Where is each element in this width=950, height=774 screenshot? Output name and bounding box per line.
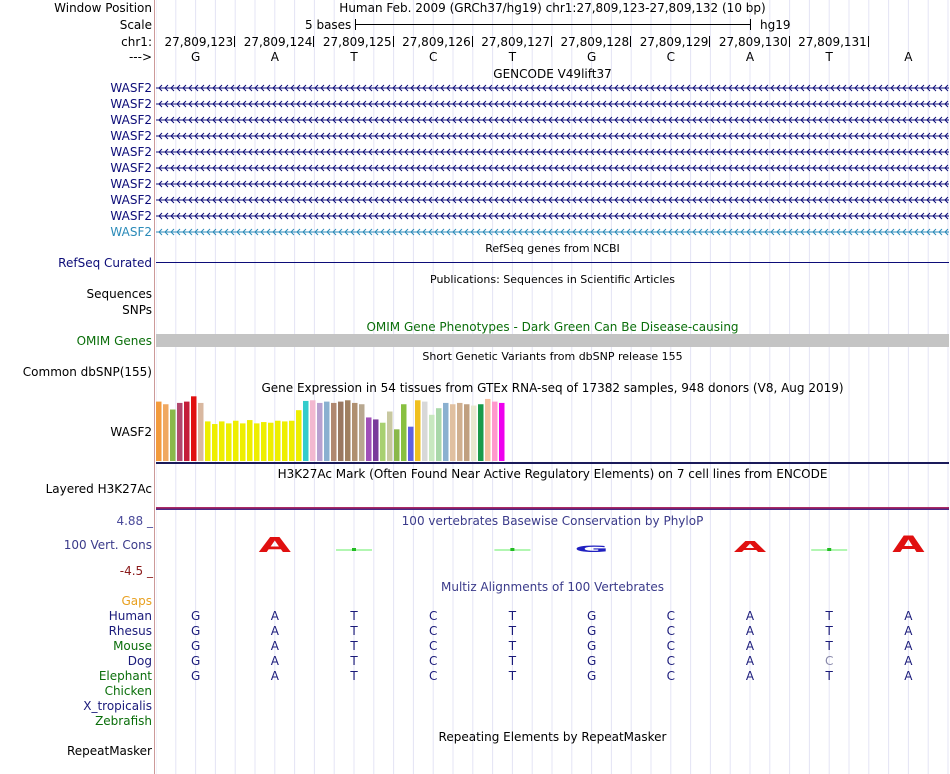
base-letter: G xyxy=(586,50,597,64)
gencode-transcript-line[interactable] xyxy=(156,84,949,92)
scale-label: Scale xyxy=(119,18,152,32)
gtex-tissue-bar[interactable] xyxy=(303,401,309,461)
gtex-tissue-bar[interactable] xyxy=(387,412,393,462)
coordinate-label: 27,809,128 xyxy=(560,35,630,49)
gtex-tissue-bar[interactable] xyxy=(436,408,442,461)
multiz-base: A xyxy=(745,639,755,653)
multiz-species-label[interactable]: Zebrafish xyxy=(95,714,152,728)
coordinate-label: 27,809,130 xyxy=(718,35,788,49)
gencode-gene-label[interactable]: WASF2 xyxy=(110,145,152,159)
multiz-base: A xyxy=(270,609,279,623)
multiz-base: T xyxy=(508,639,517,653)
gtex-tissue-bar[interactable] xyxy=(233,421,239,461)
gtex-tissue-bar[interactable] xyxy=(261,422,267,461)
gtex-tissue-bar[interactable] xyxy=(324,402,330,461)
multiz-base: G xyxy=(586,624,597,638)
gencode-transcript-line[interactable] xyxy=(156,132,949,140)
coordinate-label: 27,809,131 xyxy=(798,35,867,49)
phylop-logo-letter: A xyxy=(258,532,291,558)
multiz-base: G xyxy=(190,609,201,623)
gtex-tissue-bar[interactable] xyxy=(240,423,246,461)
gtex-tissue-bar[interactable] xyxy=(163,404,169,461)
phylop-score-mark xyxy=(827,548,831,551)
coordinate-tick xyxy=(630,36,631,47)
multiz-species-label[interactable]: Chicken xyxy=(104,684,152,698)
gencode-gene-label[interactable]: WASF2 xyxy=(110,129,152,143)
publications-label-snps[interactable]: SNPs xyxy=(122,303,152,317)
multiz-base: A xyxy=(904,639,913,653)
multiz-species-label[interactable]: Human xyxy=(108,609,152,623)
gtex-tissue-bar[interactable] xyxy=(289,421,295,461)
multiz-base: T xyxy=(350,654,358,668)
gtex-tissue-bar[interactable] xyxy=(310,400,316,461)
multiz-base: T xyxy=(508,624,517,638)
gtex-tissue-bar[interactable] xyxy=(485,399,491,461)
gtex-tissue-bar[interactable] xyxy=(443,403,449,461)
gtex-tissue-bar[interactable] xyxy=(184,402,190,461)
gencode-transcript-line[interactable] xyxy=(156,164,949,172)
multiz-base: C xyxy=(824,654,834,668)
gencode-title: GENCODE V49lift37 xyxy=(493,67,612,81)
multiz-base: T xyxy=(350,609,358,623)
gtex-tissue-bar[interactable] xyxy=(226,423,232,461)
gtex-tissue-bar[interactable] xyxy=(170,410,176,461)
multiz-base: G xyxy=(586,654,597,668)
multiz-base: C xyxy=(428,654,438,668)
multiz-base: C xyxy=(666,609,675,623)
window-position-text: Human Feb. 2009 (GRCh37/hg19) chr1:27,809,123-27,809,132 (10 bp) xyxy=(339,1,766,15)
gencode-transcript-line[interactable] xyxy=(156,116,949,124)
multiz-base: T xyxy=(508,654,517,668)
gtex-tissue-bar[interactable] xyxy=(471,406,477,461)
gtex-tissue-bar[interactable] xyxy=(464,404,470,461)
repeatmasker-label[interactable]: RepeatMasker xyxy=(66,744,152,758)
multiz-base: G xyxy=(190,639,201,653)
gtex-tissue-bar[interactable] xyxy=(191,396,197,461)
phylop-logo-letter: G xyxy=(574,544,609,555)
multiz-base: A xyxy=(904,654,913,668)
gtex-tissue-bar[interactable] xyxy=(422,402,428,461)
gtex-tissue-bar[interactable] xyxy=(499,403,505,461)
multiz-base: A xyxy=(270,669,279,683)
gencode-transcript-line[interactable] xyxy=(156,100,949,108)
phylop-max-label: 4.88 _ xyxy=(116,514,153,528)
coordinate-label: 27,809,125 xyxy=(322,35,392,49)
gtex-tissue-bar[interactable] xyxy=(408,427,414,461)
coordinate-label: 27,809,127 xyxy=(481,35,550,49)
multiz-base: T xyxy=(350,639,358,653)
base-letter: C xyxy=(428,50,438,64)
multiz-base: C xyxy=(428,624,438,638)
strand-label: ---> xyxy=(128,50,152,64)
gtex-tissue-bar[interactable] xyxy=(359,404,365,461)
coordinate-tick xyxy=(709,36,710,47)
gtex-title: Gene Expression in 54 tissues from GTEx RNA-seq of 17382 samples, 948 donors (V8, Aug 2019) xyxy=(261,381,844,395)
coordinate-tick xyxy=(234,36,235,47)
base-letter: G xyxy=(190,50,201,64)
window-position-label: Window Position xyxy=(54,1,152,15)
phylop-label[interactable]: 100 Vert. Cons xyxy=(63,538,152,552)
coordinate-tick xyxy=(313,36,314,47)
phylop-title: 100 vertebrates Basewise Conservation by PhyloP xyxy=(401,514,704,528)
gtex-tissue-bar[interactable] xyxy=(345,400,351,461)
gencode-gene-label[interactable]: WASF2 xyxy=(110,177,152,191)
multiz-base: G xyxy=(586,669,597,683)
multiz-species-label[interactable]: X_tropicalis xyxy=(83,699,152,713)
multiz-base: T xyxy=(825,669,833,683)
gaps-label[interactable]: Gaps xyxy=(121,594,152,608)
gencode-gene-label[interactable]: WASF2 xyxy=(110,81,152,95)
gencode-transcript-line[interactable] xyxy=(156,212,949,220)
multiz-base: G xyxy=(190,669,201,683)
gencode-gene-label[interactable]: WASF2 xyxy=(110,113,152,127)
coordinate-tick xyxy=(868,36,869,47)
multiz-base: C xyxy=(666,639,675,653)
multiz-species-label[interactable]: Mouse xyxy=(113,639,152,653)
multiz-base: C xyxy=(428,609,438,623)
multiz-species-label[interactable]: Elephant xyxy=(98,669,152,683)
multiz-base: G xyxy=(586,609,597,623)
multiz-base: T xyxy=(508,609,517,623)
gencode-gene-label[interactable]: WASF2 xyxy=(110,225,152,239)
phylop-logo-letter: A xyxy=(733,538,767,556)
gtex-tissue-bar[interactable] xyxy=(275,421,281,461)
repeatmasker-title: Repeating Elements by RepeatMasker xyxy=(438,730,667,744)
gtex-label[interactable]: WASF2 xyxy=(110,425,152,439)
gtex-tissue-bar[interactable] xyxy=(338,402,344,461)
base-letter: C xyxy=(666,50,675,64)
multiz-base: T xyxy=(350,669,358,683)
gtex-tissue-bar[interactable] xyxy=(205,421,211,461)
gtex-tissue-bar[interactable] xyxy=(282,421,288,461)
coordinate-tick xyxy=(393,36,394,47)
omim-bar[interactable] xyxy=(156,334,949,347)
multiz-base: A xyxy=(904,624,913,638)
gtex-tissue-bar[interactable] xyxy=(380,423,386,461)
gtex-tissue-bar[interactable] xyxy=(254,423,260,461)
multiz-species-label[interactable]: Dog xyxy=(127,654,152,668)
scale-text: 5 bases xyxy=(305,18,352,32)
gtex-tissue-bar[interactable] xyxy=(317,403,323,461)
gtex-tissue-bar[interactable] xyxy=(198,403,204,461)
gtex-tissue-bar[interactable] xyxy=(219,421,225,461)
multiz-species-label[interactable]: Rhesus xyxy=(108,624,152,638)
gtex-tissue-bar[interactable] xyxy=(450,404,456,461)
gencode-gene-label[interactable]: WASF2 xyxy=(110,161,152,175)
gtex-tissue-bar[interactable] xyxy=(177,403,183,461)
gtex-tissue-bar[interactable] xyxy=(415,400,421,461)
omim-title: OMIM Gene Phenotypes - Dark Green Can Be Disease-causing xyxy=(366,320,739,334)
publications-title: Publications: Sequences in Scientific Articles xyxy=(430,273,675,286)
gtex-tissue-bar[interactable] xyxy=(429,415,435,461)
gtex-tissue-bar[interactable] xyxy=(457,403,463,461)
multiz-base: C xyxy=(666,624,675,638)
multiz-base: T xyxy=(825,609,833,623)
gencode-gene-label[interactable]: WASF2 xyxy=(110,193,152,207)
gencode-transcript-line[interactable] xyxy=(156,180,949,188)
gencode-gene-label[interactable]: WASF2 xyxy=(110,97,152,111)
multiz-base: T xyxy=(825,639,833,653)
multiz-base: C xyxy=(666,669,675,683)
multiz-base: G xyxy=(190,654,201,668)
phylop-score-mark xyxy=(510,548,514,551)
multiz-base: T xyxy=(825,624,833,638)
gencode-gene-label[interactable]: WASF2 xyxy=(110,209,152,223)
label-separator xyxy=(154,0,155,774)
gtex-tissue-bar[interactable] xyxy=(352,403,358,461)
gtex-tissue-bar[interactable] xyxy=(373,419,379,461)
publications-label-sequences[interactable]: Sequences xyxy=(86,287,152,301)
phylop-track[interactable] xyxy=(156,530,949,558)
gtex-tissue-bar[interactable] xyxy=(401,404,407,461)
gtex-tissue-bar[interactable] xyxy=(268,423,274,461)
dbsnp-label[interactable]: Common dbSNP(155) xyxy=(22,365,152,379)
multiz-base: G xyxy=(586,639,597,653)
phylop-score-mark xyxy=(352,548,356,551)
multiz-base: G xyxy=(190,624,201,638)
phylop-min-label: -4.5 _ xyxy=(119,564,153,578)
gencode-transcript-line[interactable] xyxy=(156,196,949,204)
base-letter: T xyxy=(825,50,833,64)
multiz-base: T xyxy=(508,669,517,683)
gtex-tissue-bar[interactable] xyxy=(156,402,162,461)
h3k27ac-title: H3K27Ac Mark (Often Found Near Active Regulatory Elements) on 7 cell lines from ENCODE xyxy=(277,467,828,481)
multiz-base: A xyxy=(745,624,755,638)
base-letter: A xyxy=(904,50,913,64)
coordinate-tick xyxy=(472,36,473,47)
refseq-label[interactable]: RefSeq Curated xyxy=(58,256,152,270)
gtex-tissue-bar[interactable] xyxy=(478,404,484,461)
dbsnp-title: Short Genetic Variants from dbSNP release 155 xyxy=(422,350,683,363)
multiz-base: A xyxy=(745,669,755,683)
gtex-tissue-bar[interactable] xyxy=(296,410,302,461)
chrom-label: chr1: xyxy=(121,35,152,49)
coordinate-label: 27,809,129 xyxy=(639,35,709,49)
coordinate-label: 27,809,124 xyxy=(243,35,313,49)
multiz-base: C xyxy=(428,639,438,653)
gencode-transcript-line[interactable] xyxy=(156,228,949,236)
multiz-base: A xyxy=(745,654,755,668)
multiz-title: Multiz Alignments of 100 Vertebrates xyxy=(440,580,665,594)
base-letter: T xyxy=(508,50,517,64)
multiz-base: A xyxy=(270,639,279,653)
coordinate-label: 27,809,126 xyxy=(402,35,471,49)
multiz-base: A xyxy=(745,609,755,623)
multiz-base: A xyxy=(270,624,279,638)
coordinate-tick xyxy=(789,36,790,47)
refseq-title: RefSeq genes from NCBI xyxy=(485,242,620,255)
gtex-chart[interactable] xyxy=(156,396,949,466)
multiz-base: C xyxy=(428,669,438,683)
omim-label[interactable]: OMIM Genes xyxy=(76,334,152,348)
coordinate-label: 27,809,123 xyxy=(164,35,234,49)
gtex-tissue-bar[interactable] xyxy=(331,403,337,461)
multiz-base: T xyxy=(350,624,358,638)
gtex-tissue-bar[interactable] xyxy=(247,420,253,461)
base-letter: A xyxy=(745,50,755,64)
h3k27ac-signal[interactable] xyxy=(156,507,949,510)
coordinate-tick xyxy=(551,36,552,47)
base-letter: A xyxy=(270,50,279,64)
multiz-base: C xyxy=(666,654,675,668)
scale-bar xyxy=(355,24,751,25)
h3k27ac-label[interactable]: Layered H3K27Ac xyxy=(45,482,152,496)
multiz-base: A xyxy=(270,654,279,668)
gtex-tissue-bar[interactable] xyxy=(366,417,372,461)
gencode-transcript-line[interactable] xyxy=(156,148,949,156)
refseq-line[interactable] xyxy=(156,262,949,263)
gtex-tissue-bar[interactable] xyxy=(212,424,218,461)
gtex-tissue-bar[interactable] xyxy=(492,402,498,461)
gtex-tissue-bar[interactable] xyxy=(394,429,400,461)
phylop-logo-letter: A xyxy=(892,531,925,558)
multiz-base: A xyxy=(904,609,913,623)
scale-db: hg19 xyxy=(760,18,791,32)
multiz-base: A xyxy=(904,669,913,683)
base-letter: T xyxy=(350,50,358,64)
